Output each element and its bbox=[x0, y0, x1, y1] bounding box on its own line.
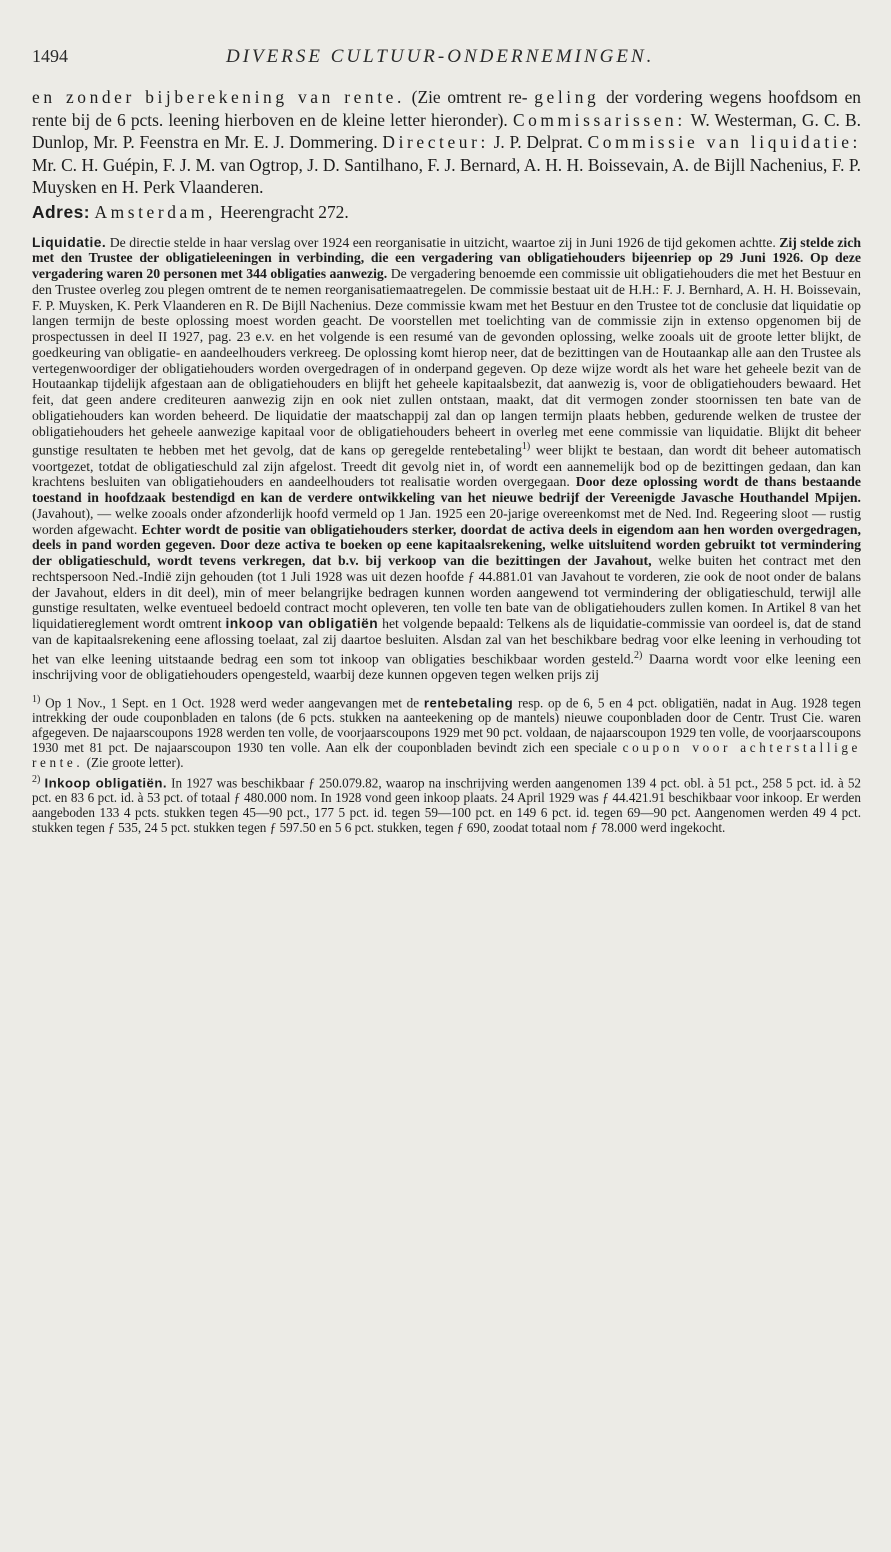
footnote-1-text-b: resp. op de 6, 5 en 4 pct. obligatiën, nadat in Aug. 1928 tegen intrekking der oude couponbladen en talons (de 6 pcts. stukken na aanteekening op de mantels) nieuwe couponbladen door de Centr. Trust Cie. waren afgegeven. De najaarscoupons 1928 werden ten volle, de voorjaarscoupons 1929 met 90 pct. voldaan, de najaarscoupon 1929 ten volle, de voorjaarscoupons 1930 met 81 pct. De najaarscoupon 1930 ten volle. Aan elk der couponbladen bevindt zich een speciale bbox=[32, 695, 861, 756]
footnote-1-mark: 1) bbox=[32, 693, 41, 705]
body-bold-1: Zij stelde zich met den Trustee der obligatieleeningen in verbinding, die een vergadering van obligatiehouders bijeenriep op 29 Juni 1926. Op deze vergadering waren 20 personen met 344 obligaties aanwezig. bbox=[32, 234, 861, 282]
footnote-1-bold: rentebetaling bbox=[423, 695, 514, 711]
body-bold-2: Door deze oplossing wordt de thans bestaande toestand in hoofdzaak bestendigd en kan de verdere ontwikkeling van het nieuwe bedrijf der Vereenigde Javasche Houthandel Mpijen. bbox=[32, 474, 862, 506]
address-city: Amsterdam, bbox=[94, 201, 216, 222]
footnote-2-text: In 1927 was beschikbaar ƒ 250.079.82, waarop na inschrijving werden aangenomen 139 4 pct. obl. à 51 pct., 258 5 pct. id. à 52 pct. en 83 6 pct. id. à 53 pct. of totaal ƒ 480.000 nom. In 1928 vond geen inkoop plaats. 24 April 1929 was ƒ 44.421.91 beschikbaar voor inkoop. Er werden aangeboden 133 4 pcts. stukken tegen 45—90 pct., 177 5 pct. id. tegen 59—100 pct. en 149 6 pct. id. tegen 69—90 pct. Aangenomen werden 49 4 pct. stukken tegen ƒ 535, 24 5 pct. stukken tegen ƒ 597.50 en 5 6 pct. stukken, tegen ƒ 690, zoodat totaal nom ƒ 78.000 werd ingekocht. bbox=[32, 774, 862, 836]
liquidatie-commissie-text: Mr. C. H. Guépin, F. J. M. van Ogtrop, J. D. Santilhano, F. J. Bernard, A. H. H. Boissevain, A. de Bijll Nachenius, F. P. Muysken en H. Perk Vlaanderen. bbox=[32, 154, 861, 198]
footnote-2-mark: 2) bbox=[32, 773, 41, 785]
body-text-7: Daarna wordt voor elke leening een inschrijving voor de obligatiehouders opengesteld, waarbij deze kunnen opgeven tegen welken prijs zij bbox=[32, 651, 861, 682]
address-label: Adres: bbox=[32, 201, 91, 222]
address-line bbox=[32, 201, 861, 224]
liquidatie-commissie-label: Commissie van liquidatie: bbox=[587, 132, 861, 153]
liquidatie-heading: Liquidatie. bbox=[32, 234, 107, 250]
intro-text-2: der vordering wegens hoofdsom en rente bij de 6 pcts. leening hierboven en de kleine letter hieronder). bbox=[32, 87, 861, 130]
page-header bbox=[32, 46, 861, 80]
footnote-ref-2: 2) bbox=[634, 649, 643, 661]
body-text-4: (Javahout), — welke zooals onder afzonderlijk hoofd vermeld op 1 Jan. 1925 een 20-jarige overeenkomst met de Ned. Ind. Regeering sloot — rustig worden afgewacht. bbox=[32, 505, 861, 537]
inkoop-heading: inkoop van obligatiën bbox=[225, 616, 379, 632]
footnotes bbox=[32, 692, 861, 836]
footnote-1-text-a: Op 1 Nov., 1 Sept. en 1 Oct. 1928 werd weder aangevangen met de bbox=[40, 695, 424, 711]
footnote-1 bbox=[32, 692, 861, 771]
address-street: Heerengracht 272. bbox=[215, 201, 349, 222]
footnote-1-text-c: (Zie groote letter). bbox=[83, 755, 184, 771]
body-text-6: het volgende bepaald: Telkens als de liquidatie-commissie van oordeel is, dat de stand van de kapitaalsrekening eene aflossing toelaat, zal zij daartoe besluiten. Alsdan zal van het beschikbare bedrag voor elke leening in verhouding tot het van elke leening uitstaande bedrag een som tot inkoop van obligaties beschikbaar worden gesteld. bbox=[32, 616, 861, 667]
liquidatie-paragraph bbox=[32, 235, 861, 683]
footnote-2 bbox=[32, 772, 861, 836]
intro-spaced-2: geling bbox=[534, 87, 600, 107]
footnote-ref-1: 1) bbox=[521, 441, 531, 453]
body-text-2: De vergadering benoemde een commissie uit obligatiehouders die met het Bestuur en den Trustee overleg zou plegen omtrent de te nemen reorganisatiemaatregelen. De commissie bestaat uit de H.H.: F. J. Bernhard, A. H. H. Boissevain, F. P. Muysken, K. Perk Vlaanderen en R. De Bijll Nachenius. Deze commissie kwam met het Bestuur en den Trustee tot de conclusie dat liquidatie op langen termijn de beste oplossing moest worden geacht. De voorstellen met toelichting van de commissie zijn in extenso opgenomen bij de prospectussen in deel II 1927, pag. 23 e.v. en het volgende is een resumé van de gevonden oplossing, welke zooals uit de groote letter blijkt, de goedkeuring van obligatie- en aandeelhouders verkreeg. De oplossing komt hierop neer, dat de bezittingen van de Houtaankap alle aan den Trustee als vertegenwoordiger der obligatiehouders worden overgedragen of in onderpand gegeven. Op deze wijze wordt als het ware het geheele bezit van de Houtaankap tijdelijk afgestaan aan de obligatiehouders en blijft het geheele kapitaalsbezit, dat aanwezig is, voor de obligatiehouders bewaard. Het feit, dat geen andere crediteuren aanwezig zijn en ook niet zullen ontstaan, maakt, dat dit vermogen zonder stoornissen ten bate van de obligatiehouders kan worden beheerd. De liquidatie der maatschappij zal dan op langen termijn plaats hebben, gedurende welken de trustee der obligatiehouders het geheele aanwezige kapitaal voor de obligatiehouders beheert in overleg met eene commissie van liquidatie. Blijkt dit beheer gunstige resultaten te hebben met het gevolg, dat de kans op geregelde rentebetaling bbox=[32, 266, 861, 458]
body-text-5: welke buiten het contract met den rechtspersoon Ned.-Indië zijn gehouden (tot 1 Juli 1928 was uit dezen hoofde ƒ 44.881.01 van Javahout te vorderen, zie ook de noot onder de balans der Javahout, elders in dit deel), min of meer belangrijke bedragen kunnen worden aangewend tot vermindering der obligatieschuld, terwijl alle gunstige resultaten, welke eventueel bedoeld contract mocht opleveren, ten volle ten bate van de obligatiehouders zullen komen. In Artikel 8 van het liquidatiereglement wordt omtrent bbox=[32, 553, 861, 632]
commissarissen-label: Commissarissen: bbox=[512, 109, 686, 130]
body-text-3: weer blijkt te bestaan, dan wordt dit beheer automatisch voortgezet, totdat de obligatieschuld zal zijn afgelost. Treedt dit gevolg niet in, of wordt een aannemelijk bod op de bezittingen gedaan, dan kan krachtens besluiten van obligatiehouders en aandeelhouders tot realisatie worden overgegaan. bbox=[32, 442, 861, 490]
footnote-1-spaced: coupon voor achterstallige rente. bbox=[32, 740, 861, 771]
directeur-label: Directeur: bbox=[382, 132, 489, 153]
intro-paragraph bbox=[32, 86, 861, 199]
body-text-1: De directie stelde in haar verslag over 1924 een reorganisatie in uitzicht, waartoe zij in Juni 1926 de tijd gekomen achtte. bbox=[106, 234, 780, 250]
footnote-2-bold: Inkoop obligatiën. bbox=[44, 774, 168, 790]
page-number: 1494 bbox=[32, 46, 68, 66]
running-title: DIVERSE CULTUUR-ONDERNEMINGEN. bbox=[226, 46, 655, 67]
intro-text-1: (Zie omtrent re- bbox=[404, 87, 528, 107]
liquidatie-section bbox=[32, 235, 861, 683]
intro-spaced-1: en zonder bijberekening van rente. bbox=[32, 87, 405, 107]
commissarissen-text: W. Westerman, G. C. B. Dunlop, Mr. P. Feenstra en Mr. E. J. Dommering. bbox=[32, 109, 862, 153]
body-bold-3: Echter wordt de positie van obligatiehouders sterker, doordat de activa deels in eigendom aan hen worden overgedragen, deels in pand worden gegeven. Door deze activa te boeken op eene kapitaalsrekening, welke uitsluitend worden gebruikt tot vermindering der obligatieschuld, wordt tevens verkregen, dat b.v. bij verkoop van die bezittingen der Javahout, bbox=[32, 521, 861, 569]
directeur-text: J. P. Delprat. bbox=[488, 132, 588, 153]
